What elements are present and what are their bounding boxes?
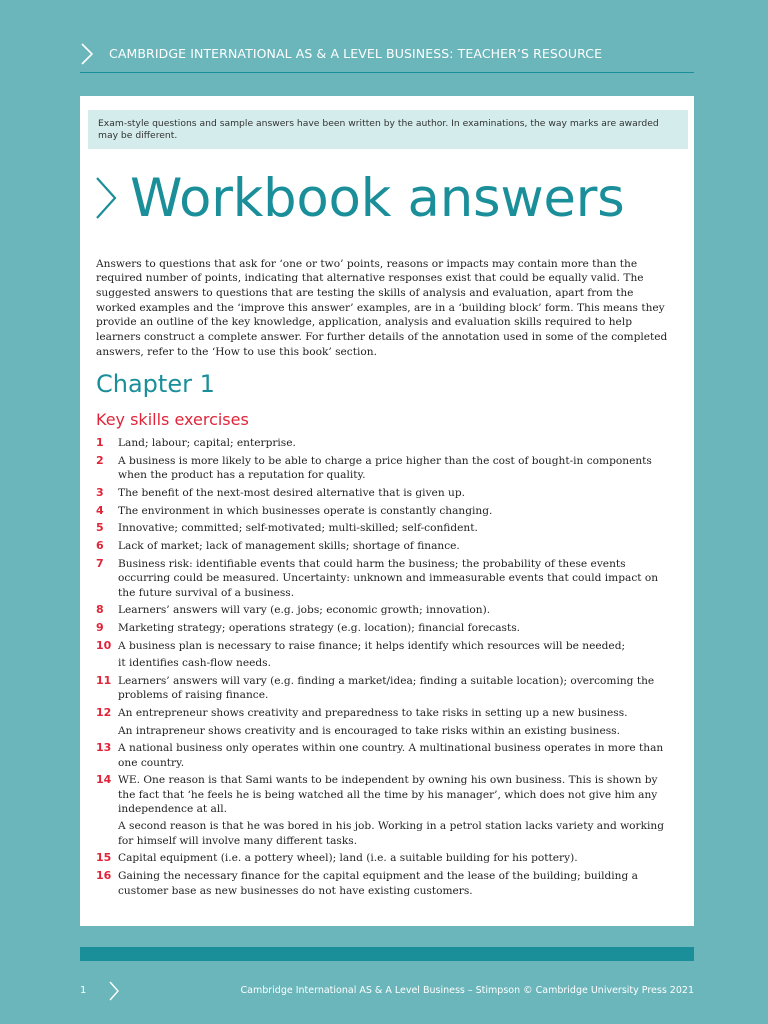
answer-text: Gaining the necessary finance for the capital equipment and the lease of the building; building a customer base as new businesses do not have existing customers. — [118, 870, 638, 897]
list-item — [96, 706, 678, 738]
answer-text: Innovative; committed; self-motivated; multi-skilled; self-confident. — [118, 522, 478, 535]
answer-continuation: A second reason is that he was bored in his job. Working in a petrol station lacks variety and working for himself will involve many different tasks. — [118, 820, 665, 847]
answer-number: 13 — [96, 741, 112, 755]
answer-number: 1 — [96, 436, 104, 449]
answer-continuation: An intrapreneur shows creativity and is encouraged to take risks within an existing business. — [118, 724, 620, 737]
list-item — [96, 851, 678, 865]
list-item — [96, 454, 678, 483]
answer-text: Learners’ answers will vary (e.g. finding a market/idea; finding a suitable location); overcoming the problems of raising finance. — [118, 675, 655, 702]
answer-text: Learners’ answers will vary (e.g. jobs; economic growth; innovation). — [118, 604, 491, 617]
answer-text: An entrepreneur shows creativity and preparedness to take risks in setting up a new business. — [118, 707, 628, 720]
list-item — [96, 504, 678, 518]
answer-number: 3 — [96, 485, 104, 499]
answer-number: 7 — [96, 557, 104, 571]
answer-number: 4 — [96, 503, 104, 517]
answer-text: Land; labour; capital; enterprise. — [118, 437, 296, 449]
list-item — [96, 557, 678, 600]
answer-number: 16 — [96, 869, 112, 883]
answer-number: 11 — [96, 674, 112, 688]
answer-text: Lack of market; lack of management skills; shortage of finance. — [118, 540, 460, 553]
answer-number: 12 — [96, 706, 112, 720]
footer-copyright: Cambridge International AS & A Level Business – Stimpson © Cambridge University Press 2021 — [240, 985, 694, 996]
answers-list — [96, 436, 678, 901]
page-content — [80, 96, 694, 926]
author-note: Exam-style questions and sample answers have been written by the author. In examinations, the way marks are awarded may be different. — [88, 110, 688, 149]
bottom-bar — [80, 947, 694, 961]
answer-number: 10 — [96, 639, 112, 653]
list-item — [96, 639, 678, 671]
answer-text: The environment in which businesses operate is constantly changing. — [118, 504, 493, 517]
page-title-text: Workbook answers — [130, 168, 625, 229]
intro-paragraph: Answers to questions that ask for ‘one or two’ points, reasons or impacts may contain more than the required number of points, indicating that alternative responses exist that could be equally valid. The suggested answers to questions that are testing the skills of analysis and evaluation, apart from the worked examples and the ‘improve this answer’ examples, are in a ‘building block’ form. This means they provide an outline of the key knowledge, application, analysis and evaluation skills required to help learners construct a complete answer. For further details of the annotation used in some of the completed answers, refer to the ‘How to use this book’ section. — [96, 257, 668, 358]
list-item — [96, 773, 678, 847]
answer-number: 15 — [96, 851, 112, 865]
section-heading: Key skills exercises — [96, 410, 249, 429]
list-item — [96, 741, 678, 770]
answer-text: WE. One reason is that Sami wants to be independent by owning his own business. This is shown by the fact that ‘he feels he is being watched all the time by his manager’, which does not give him any independence at all. — [118, 774, 658, 816]
chapter-heading: Chapter 1 — [96, 370, 215, 398]
header-title: CAMBRIDGE INTERNATIONAL AS & A LEVEL BUSINESS: TEACHER’S RESOURCE — [109, 46, 603, 61]
answer-text: A business is more likely to be able to charge a price higher than the cost of bought-in components when the product has a reputation for quality. — [118, 454, 652, 482]
list-item — [96, 539, 678, 553]
answer-number: 14 — [96, 773, 112, 787]
list-item — [96, 621, 678, 635]
answer-number: 6 — [96, 539, 104, 553]
answer-continuation: it identifies cash-flow needs. — [118, 657, 271, 670]
answer-text: Capital equipment (i.e. a pottery wheel); land (i.e. a suitable building for his pottery). — [118, 852, 578, 865]
list-item — [96, 674, 678, 703]
answer-text: Marketing strategy; operations strategy (e.g. location); financial forecasts. — [118, 622, 521, 635]
answer-number: 2 — [96, 453, 104, 467]
answer-number: 5 — [96, 521, 104, 535]
list-item — [96, 521, 678, 535]
list-item — [96, 869, 678, 898]
chevron-right-icon — [80, 43, 94, 65]
answer-number: 8 — [96, 603, 104, 617]
list-item — [96, 436, 678, 450]
running-header — [80, 40, 694, 73]
answer-text: Business risk: identifiable events that could harm the business; the probability of these events occurring could be measured. Uncertainty: unknown and immeasurable events that could impact on the future survival of a business. — [118, 558, 659, 599]
answer-text: A national business only operates within one country. A multinational business operates in more than one country. — [118, 742, 664, 769]
chevron-right-icon — [108, 981, 120, 1001]
answer-number: 9 — [96, 621, 104, 635]
chevron-right-icon — [94, 176, 118, 220]
list-item — [96, 603, 678, 617]
answer-text: The benefit of the next-most desired alternative that is given up. — [118, 486, 465, 499]
answer-text: A business plan is necessary to raise finance; it helps identify which resources will be needed; — [118, 640, 626, 653]
list-item — [96, 486, 678, 500]
page-number: 1 — [80, 985, 87, 996]
